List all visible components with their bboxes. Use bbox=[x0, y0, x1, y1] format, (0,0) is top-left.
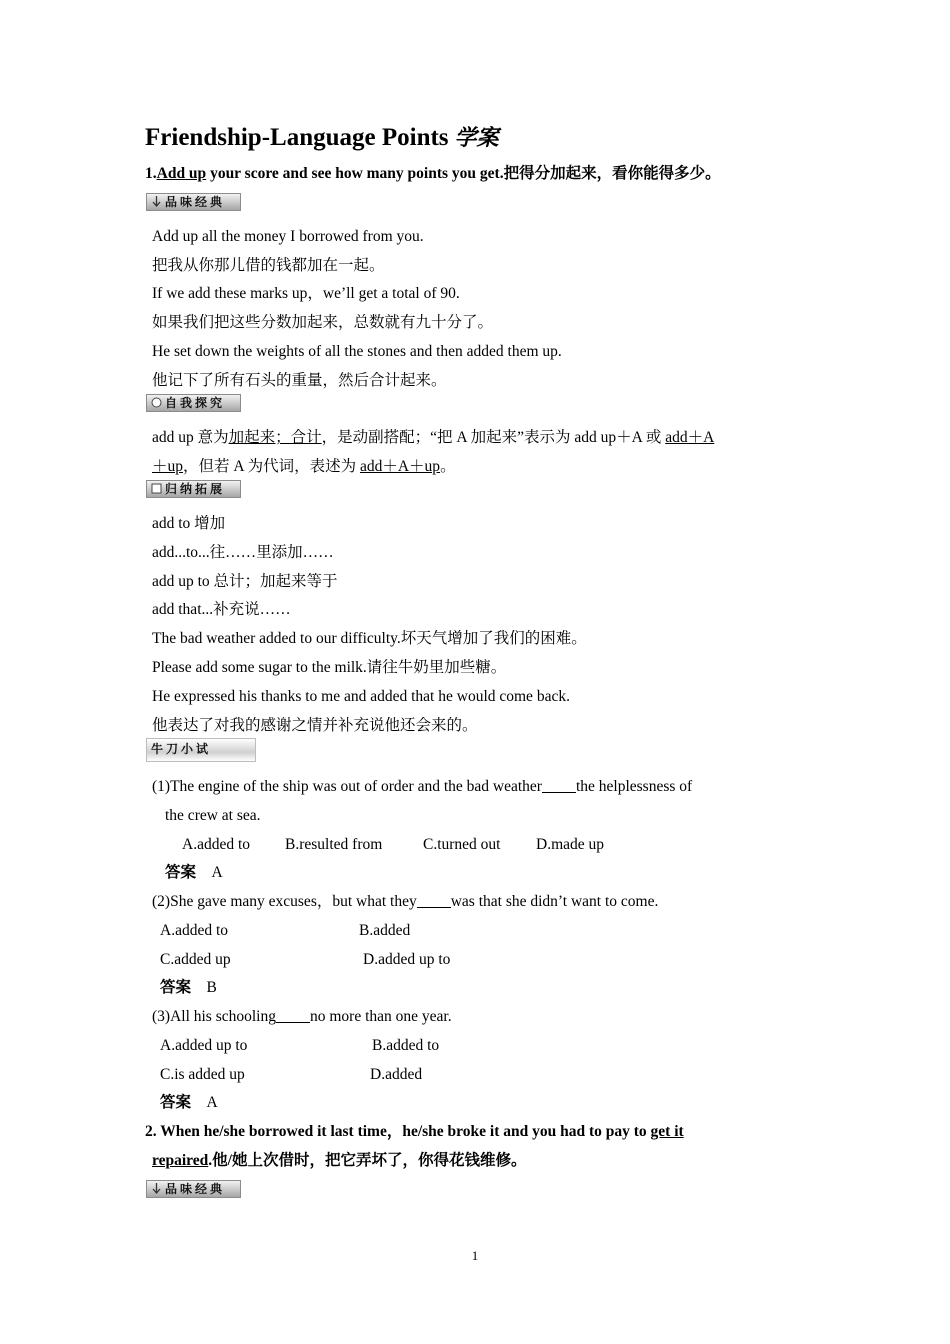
page-title: Friendship-Language Points 学案 bbox=[145, 124, 499, 151]
question-3: (3)All his schooling no more than one year. bbox=[152, 1008, 452, 1025]
item-1-heading: 1.Add up your score and see how many points you get.把得分加起来，看你能得多少。 bbox=[145, 165, 721, 182]
page-number: 1 bbox=[471, 1248, 479, 1263]
example-line: Add up all the money I borrowed from you. bbox=[152, 228, 424, 245]
example-line: 他记下了所有石头的重量，然后合计起来。 bbox=[152, 372, 447, 389]
circle-icon bbox=[151, 397, 162, 408]
question-1-cont: the crew at sea. bbox=[165, 807, 261, 824]
item-2-heading-cont: repaired.他/她上次借时，把它弄坏了，你得花钱维修。 bbox=[152, 1152, 527, 1169]
option: B.resulted from bbox=[285, 836, 383, 853]
option: C.turned out bbox=[423, 836, 501, 853]
extend-line: The bad weather added to our difficulty.坏天气增加了我们的困难。 bbox=[152, 630, 587, 647]
explore-line-1: add up 意为加起来；合计，是动副搭配；“把 A 加起来”表示为 add up＋A 或 add＋A bbox=[152, 429, 715, 446]
section-header-classic: 品味经典 bbox=[146, 193, 241, 211]
square-icon bbox=[151, 483, 162, 494]
answer-blank bbox=[417, 894, 451, 908]
section-header-explore: 自我探究 bbox=[146, 394, 241, 412]
extend-line: add...to...往……里添加…… bbox=[152, 544, 334, 561]
example-line: If we add these marks up，we’ll get a total of 90. bbox=[152, 285, 460, 302]
example-line: He set down the weights of all the stones and then added them up. bbox=[152, 343, 562, 360]
explore-line-2: ＋up，但若 A 为代词，表述为 add＋A＋up。 bbox=[152, 458, 456, 475]
section-header-trial: 牛刀小试 bbox=[146, 738, 256, 762]
answer-blank bbox=[276, 1009, 310, 1023]
option: B.added bbox=[359, 922, 411, 939]
extend-line: Please add some sugar to the milk.请往牛奶里加些糖。 bbox=[152, 659, 507, 676]
option: D.added bbox=[370, 1066, 423, 1083]
example-line: 把我从你那儿借的钱都加在一起。 bbox=[152, 257, 385, 274]
option: B.added to bbox=[372, 1037, 440, 1054]
option: C.is added up bbox=[160, 1066, 245, 1083]
extend-line: He expressed his thanks to me and added that he would come back. bbox=[152, 688, 570, 705]
answer-line: 答案 A bbox=[165, 864, 223, 881]
option: A.added to bbox=[160, 922, 229, 939]
option: A.added up to bbox=[160, 1037, 248, 1054]
option: D.made up bbox=[536, 836, 605, 853]
down-arrow-icon bbox=[151, 1183, 162, 1194]
answer-line: 答案 B bbox=[160, 979, 217, 996]
option: A.added to bbox=[182, 836, 251, 853]
option: D.added up to bbox=[363, 951, 451, 968]
question-1: (1)The engine of the ship was out of order and the bad weather the helplessness of bbox=[152, 778, 693, 795]
item-2-heading: 2. When he/she borrowed it last time，he/she broke it and you had to pay to get it bbox=[145, 1123, 684, 1140]
question-2: (2)She gave many excuses，but what they was that she didn’t want to come. bbox=[152, 893, 659, 910]
answer-line: 答案 A bbox=[160, 1094, 218, 1111]
example-line: 如果我们把这些分数加起来，总数就有九十分了。 bbox=[152, 314, 494, 331]
extend-line: add to 增加 bbox=[152, 515, 226, 532]
extend-line: 他表达了对我的感谢之情并补充说他还会来的。 bbox=[152, 717, 478, 734]
section-header-extend: 归纳拓展 bbox=[146, 480, 241, 498]
option: C.added up bbox=[160, 951, 231, 968]
answer-blank bbox=[542, 779, 576, 793]
down-arrow-icon bbox=[151, 196, 162, 207]
extend-line: add up to 总计；加起来等于 bbox=[152, 573, 338, 590]
extend-line: add that...补充说…… bbox=[152, 601, 291, 618]
section-header-classic: 品味经典 bbox=[146, 1180, 241, 1198]
